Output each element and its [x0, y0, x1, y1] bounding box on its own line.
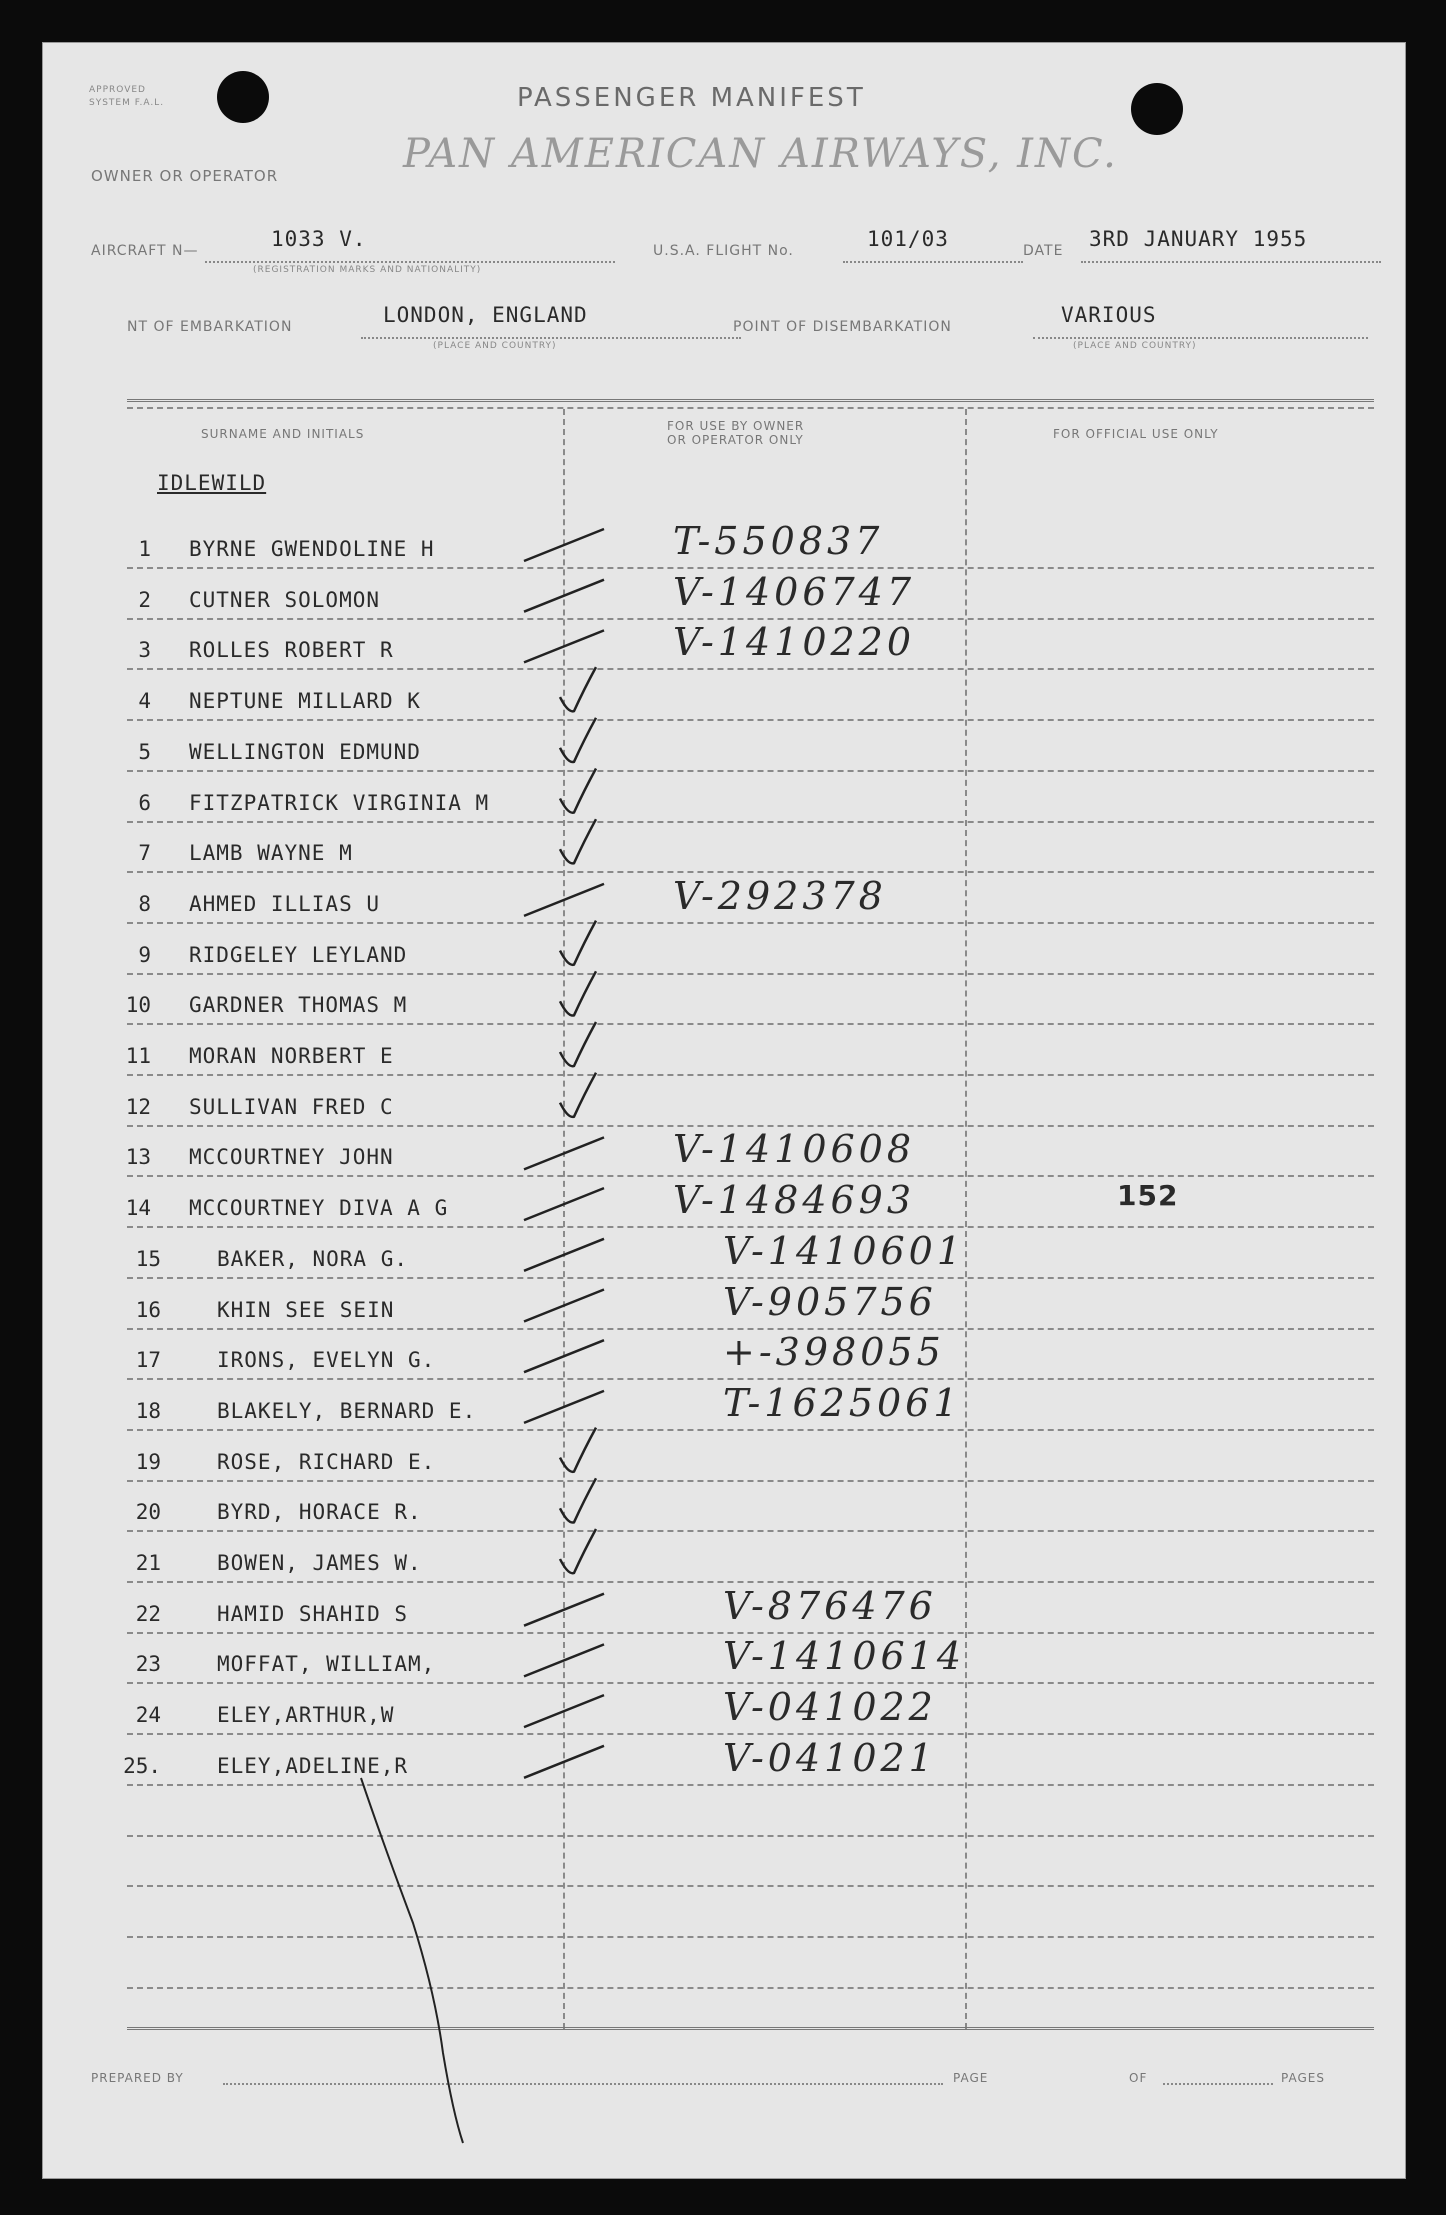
visa-number: V-876476 [723, 1583, 937, 1628]
passenger-number: 6 [138, 790, 151, 815]
passenger-number: 12 [125, 1094, 151, 1119]
passenger-number: 16 [135, 1297, 161, 1322]
passenger-name: MCCOURTNEY JOHN [189, 1145, 394, 1170]
passenger-number: 9 [138, 942, 151, 967]
visa-number: T-1625061 [723, 1380, 962, 1425]
column-header-operator-2: OR OPERATOR ONLY [667, 433, 804, 447]
passenger-name: ROSE, RICHARD E. [217, 1449, 436, 1474]
check-mark [560, 1478, 596, 1522]
check-mark [524, 580, 604, 612]
stray-pen-stroke [361, 1778, 463, 2143]
passenger-name: FITZPATRICK VIRGINIA M [189, 790, 490, 815]
passenger-number: 1 [138, 537, 151, 561]
check-mark [524, 1695, 604, 1727]
visa-number: V-1410220 [673, 620, 916, 665]
passenger-name: BLAKELY, BERNARD E. [217, 1398, 477, 1423]
visa-number: V-1410608 [673, 1127, 916, 1172]
visa-number: V-041022 [723, 1685, 937, 1730]
passenger-number: 14 [125, 1196, 151, 1221]
date-label: DATE [1023, 243, 1064, 259]
passenger-name: CUTNER SOLOMON [189, 587, 381, 612]
passenger-name: BYRD, HORACE R. [217, 1500, 422, 1525]
check-mark [524, 529, 604, 561]
aircraft-label: AIRCRAFT N— [91, 243, 199, 259]
form-title: PASSENGER MANIFEST [517, 83, 866, 113]
check-mark [524, 1746, 604, 1778]
passenger-number: 21 [135, 1551, 161, 1575]
embark-label: NT OF EMBARKATION [127, 319, 293, 335]
passenger-number: 7 [138, 841, 151, 866]
check-mark [560, 1022, 596, 1066]
check-mark [560, 921, 596, 965]
prepared-label: PREPARED BY [91, 2071, 184, 2085]
passenger-name: LAMB WAYNE M [189, 841, 353, 866]
passenger-name: SULLIVAN FRED C [189, 1094, 394, 1119]
of-label: OF [1129, 2071, 1148, 2085]
passenger-number: 10 [125, 993, 151, 1018]
check-mark [524, 1391, 604, 1423]
check-mark [560, 1529, 596, 1573]
passenger-name: KHIN SEE SEIN [217, 1297, 395, 1322]
passenger-number: 18 [135, 1398, 161, 1423]
column-header-operator-1: FOR USE BY OWNER [667, 419, 805, 433]
visa-number: +-398055 [723, 1330, 945, 1375]
section-heading: IDLEWILD [157, 471, 267, 495]
pen-marks [43, 43, 1405, 2178]
owner-label: OWNER OR OPERATOR [91, 167, 279, 185]
passenger-name: IRONS, EVELYN G. [217, 1348, 436, 1373]
disembark-value: VARIOUS [1061, 303, 1157, 327]
passenger-number: 15 [135, 1246, 161, 1271]
check-mark [524, 630, 604, 662]
passenger-name: MOFFAT, WILLIAM, [217, 1652, 436, 1677]
check-mark [560, 1428, 596, 1472]
approval-stamp-line2: SYSTEM F.A.L. [89, 98, 165, 108]
check-mark [560, 718, 596, 762]
flight-value: 101/03 [867, 227, 949, 251]
passenger-number: 8 [138, 891, 151, 916]
passenger-number: 25. [123, 1753, 161, 1778]
disembark-sublabel: (PLACE AND COUNTRY) [1073, 341, 1197, 351]
check-mark [560, 819, 596, 863]
passenger-number: 5 [138, 739, 151, 764]
passenger-name: BAKER, NORA G. [217, 1246, 409, 1271]
page-label: PAGE [953, 2071, 989, 2085]
passenger-name: ELEY,ARTHUR,W [217, 1703, 395, 1728]
passenger-number: 22 [135, 1601, 161, 1626]
check-mark [560, 1073, 596, 1117]
official-note: 152 [1117, 1179, 1179, 1212]
passenger-name: WELLINGTON EDMUND [189, 739, 421, 764]
airline-name: PAN AMERICAN AIRWAYS, INC. [403, 131, 1118, 177]
passenger-name: MCCOURTNEY DIVA A G [189, 1196, 449, 1221]
check-mark [560, 769, 596, 813]
passenger-number: 24 [135, 1703, 161, 1728]
passenger-number: 2 [138, 587, 151, 612]
check-mark [560, 667, 596, 711]
passenger-name: HAMID SHAHID S [217, 1601, 409, 1626]
aircraft-sublabel: (REGISTRATION MARKS AND NATIONALITY) [253, 265, 482, 275]
pages-label: PAGES [1281, 2071, 1325, 2085]
embark-value: LONDON, ENGLAND [383, 303, 588, 327]
check-mark [524, 1644, 604, 1676]
passenger-name: ROLLES ROBERT R [189, 638, 394, 663]
passenger-name: MORAN NORBERT E [189, 1044, 394, 1068]
passenger-number: 20 [135, 1500, 161, 1525]
visa-number: V-1410614 [723, 1634, 966, 1679]
date-value: 3RD JANUARY 1955 [1089, 227, 1308, 251]
check-mark [524, 1290, 604, 1322]
column-header-official: FOR OFFICIAL USE ONLY [1053, 427, 1219, 441]
passenger-number: 13 [125, 1145, 151, 1170]
passenger-number: 23 [135, 1652, 161, 1677]
passenger-name: NEPTUNE MILLARD K [189, 689, 421, 714]
passenger-number: 4 [138, 689, 151, 714]
check-mark [560, 971, 596, 1015]
visa-number: V-1410601 [723, 1228, 966, 1273]
passenger-name: AHMED ILLIAS U [189, 891, 381, 916]
passenger-number: 17 [135, 1348, 161, 1373]
check-mark [524, 1340, 604, 1372]
visa-number: V-1406747 [673, 569, 916, 614]
passenger-number: 3 [138, 638, 151, 663]
visa-number: V-905756 [723, 1279, 937, 1324]
passenger-name: BOWEN, JAMES W. [217, 1551, 422, 1575]
passenger-name: ELEY,ADELINE,R [217, 1753, 409, 1778]
check-mark [524, 1188, 604, 1220]
flight-label: U.S.A. FLIGHT No. [653, 243, 794, 259]
visa-number: V-041021 [723, 1735, 937, 1780]
check-mark [524, 1137, 604, 1169]
passenger-name: RIDGELEY LEYLAND [189, 942, 408, 967]
aircraft-value: 1033 V. [271, 227, 367, 251]
disembark-label: POINT OF DISEMBARKATION [733, 319, 952, 335]
approval-stamp-line1: APPROVED [89, 85, 146, 95]
check-mark [524, 1594, 604, 1626]
visa-number: V-292378 [673, 873, 887, 918]
passenger-name: BYRNE GWENDOLINE H [189, 537, 435, 561]
visa-number: V-1484693 [673, 1178, 916, 1223]
visa-number: T-550837 [673, 519, 884, 563]
check-mark [524, 884, 604, 916]
check-mark [524, 1239, 604, 1271]
passenger-number: 11 [125, 1044, 151, 1068]
passenger-name: GARDNER THOMAS M [189, 993, 408, 1018]
column-header-names: SURNAME AND INITIALS [201, 427, 365, 441]
embark-sublabel: (PLACE AND COUNTRY) [433, 341, 557, 351]
passenger-number: 19 [135, 1449, 161, 1474]
manifest-sheet [42, 42, 1406, 2179]
